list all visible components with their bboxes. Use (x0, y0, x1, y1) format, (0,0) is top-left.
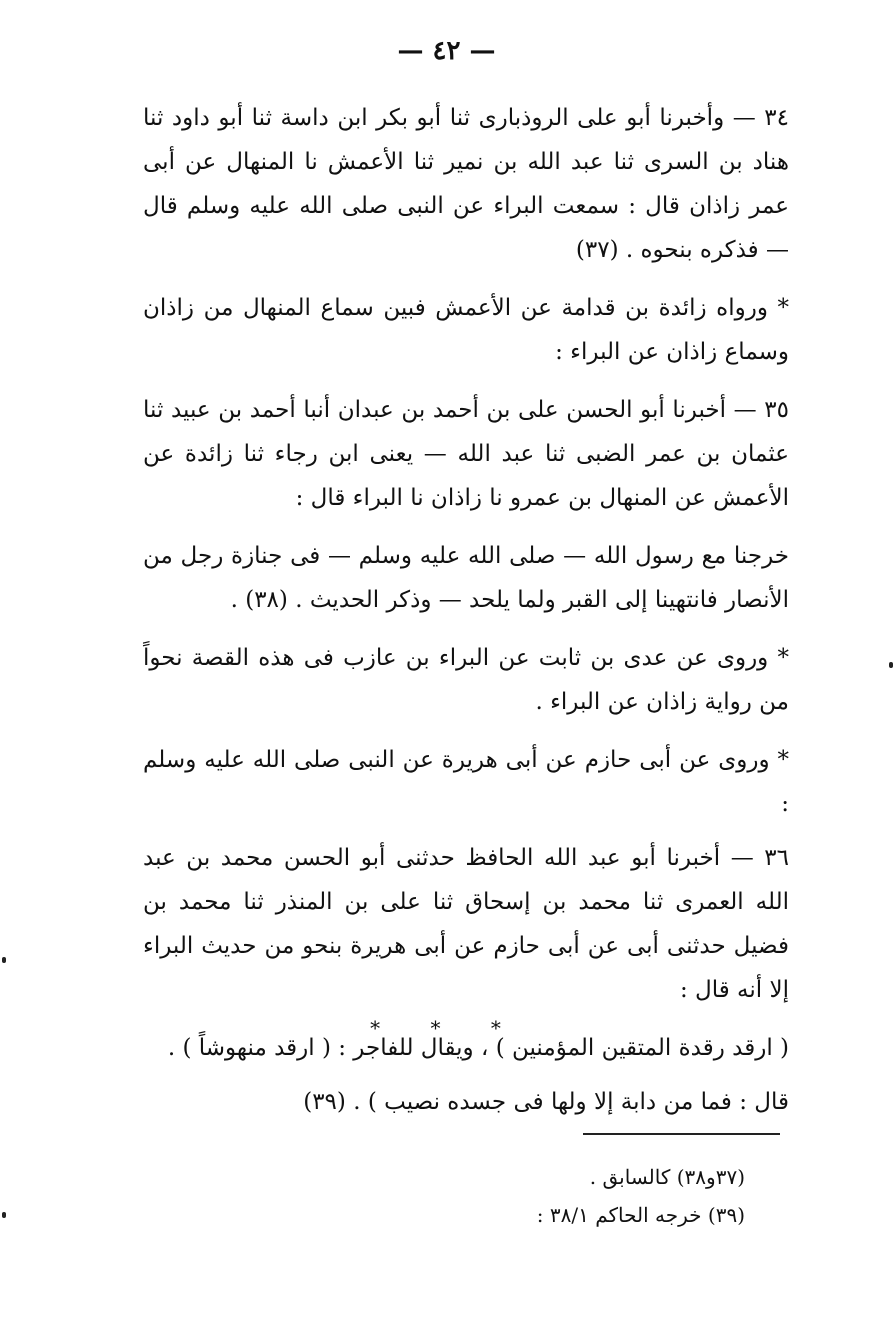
abu-hazim-narration-paragraph: * وروى عن أبى حازم عن أبى هريرة عن النبى صلى الله عليه وسلم : (143, 747, 789, 817)
footnote-divider (583, 1133, 780, 1135)
quote-paragraph: ( ارقد رقدة المتقين المؤمنين ) ، ويقال للفاجر : ( ارقد منهوشاً ) . (167, 1035, 789, 1061)
footnote-37-38: (٣٧و٣٨) كالسابق . (589, 1165, 745, 1189)
hadith-36-paragraph: ٣٦ — أخبرنا أبو عبد الله الحافظ حدثنى أبو الحسن محمد بن عبد الله العمرى ثنا محمد بن إسحاق ثنا على بن المنذر ثنا محمد بن فضيل حدثنى أبى عن أبى حازم عن أبى هريرة بنحو من حديث البراء إلا أنه قال : (143, 845, 789, 1003)
scan-speck (2, 1212, 6, 1218)
hadith-35-paragraph: ٣٥ — أخبرنا أبو الحسن على بن أحمد بن عبدان أنبا أحمد بن عبيد ثنا عثمان بن عمر الضبى ثنا عبد الله — يعنى ابن رجاء ثنا زائدة عن الأعمش عن المنهال بن عمرو نا زاذان نا البراء قال : (143, 397, 789, 511)
body-text (143, 96, 789, 1138)
footnotes (400, 1158, 745, 1234)
narration-note-paragraph: * ورواه زائدة بن قدامة عن الأعمش فبين سماع المنهال من زاذان وسماع زاذان عن البراء : (143, 295, 789, 365)
footnote-39: (٣٩) خرجه الحاكم ٣٨/١ : (536, 1203, 745, 1227)
closing-paragraph: قال : فما من دابة إلا ولها فى جسده نصيب ) . (٣٩) (303, 1089, 789, 1115)
hadith-34-paragraph: ٣٤ — وأخبرنا أبو على الروذبارى ثنا أبو بكر ابن داسة ثنا أبو داود ثنا هناد بن السرى ثنا عبد الله بن نمير ثنا الأعمش نا المنهال عن أبى عمر زاذان قال : سمعت البراء عن النبى صلى الله عليه وسلم قال — فذكره بنحوه . (٣٧) (143, 105, 789, 263)
section-ornament: * * * (370, 1016, 523, 1040)
page-number: — ٤٢ — (397, 36, 496, 66)
scan-speck (889, 662, 893, 668)
scan-speck (2, 957, 6, 963)
adi-narration-paragraph: * وروى عن عدى بن ثابت عن البراء بن عازب فى هذه القصة نحواً من رواية زاذان عن البراء . (143, 645, 789, 715)
hadith-35-text-paragraph: خرجنا مع رسول الله — صلى الله عليه وسلم — فى جنازة رجل من الأنصار فانتهينا إلى القبر ولما يلحد — وذكر الحديث . (٣٨) . (143, 543, 789, 613)
